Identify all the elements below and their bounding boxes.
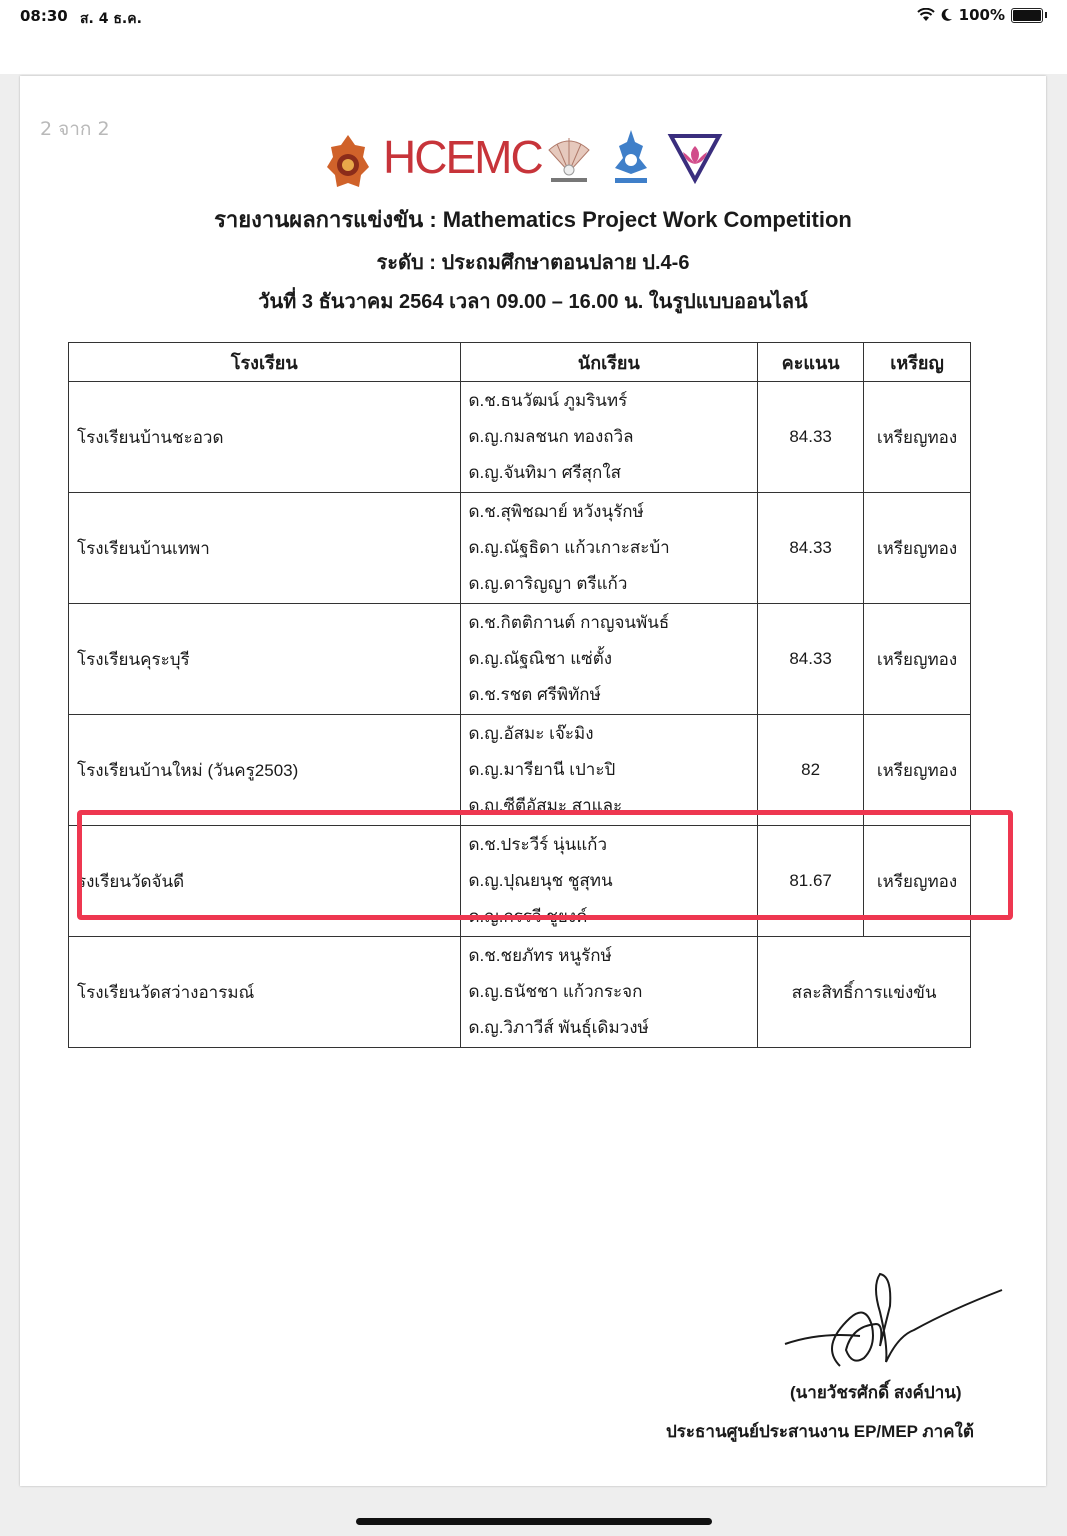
crest-emblem-icon xyxy=(609,128,653,192)
students-cell xyxy=(460,715,758,826)
hcemc-logo: HCEMC xyxy=(383,131,542,183)
signer-name: (นายวัชรศักดิ์ สงค์ปาน) xyxy=(790,1383,962,1402)
score-cell: 82 xyxy=(758,715,864,826)
battery-icon xyxy=(1011,8,1043,23)
student-name: ด.ช.ชยภัทร หนูรักษ์ xyxy=(468,946,612,965)
student-name: ด.ญ.มารียานี เปาะปิ xyxy=(468,760,616,779)
student-name: ด.ญ.กรรวี ชูยงค์ xyxy=(468,907,588,926)
battery-tip xyxy=(1045,12,1047,18)
student-name: ด.ช.กิตติกานต์ กาญจนพันธ์ xyxy=(468,613,670,632)
home-indicator[interactable] xyxy=(356,1518,712,1525)
status-indicators xyxy=(917,6,1047,24)
student-name: ด.ญ.อัสมะ เจ๊ะมิง xyxy=(468,724,594,743)
school-cell: โรงเรียนบ้านเทพา xyxy=(69,493,461,604)
student-name: ด.ช.ประวีร์ นุ่นแก้ว xyxy=(468,835,608,854)
competition-level: ระดับ : ประถมศึกษาตอนปลาย ป.4-6 xyxy=(376,252,690,274)
withdrawn-status-cell: สละสิทธิ์การแข่งขัน xyxy=(758,937,971,1048)
student-name: ด.ญ.กมลชนก ทองถวิล xyxy=(468,427,634,446)
student-name: ด.ญ.วิภาวีส์ พันธุ์เดิมวงษ์ xyxy=(468,1018,649,1037)
score-cell: 84.33 xyxy=(758,604,864,715)
student-name: ด.ช.สุพิชฌาย์ หวังนุรักษ์ xyxy=(468,502,644,521)
table-row xyxy=(69,604,971,715)
student-name: ด.ช.ธนวัฒน์ ภูมรินทร์ xyxy=(468,391,628,410)
status-bar xyxy=(0,0,1067,34)
medal-cell: เหรียญทอง xyxy=(864,604,971,715)
school-cell: โรงเรียนบ้านชะอวด xyxy=(69,382,461,493)
lotus-emblem-icon xyxy=(665,132,725,188)
status-time: 08:30 xyxy=(20,7,68,25)
table-row xyxy=(69,937,971,1048)
table-row xyxy=(69,715,971,826)
highlight-box xyxy=(77,810,1013,920)
score-cell: 84.33 xyxy=(758,493,864,604)
school-cell: โรงเรียนบ้านใหม่ (วันครู2503) xyxy=(69,715,461,826)
results-table xyxy=(68,342,971,1048)
students-cell xyxy=(460,382,758,493)
document-page xyxy=(20,76,1046,1486)
table-header-row xyxy=(69,343,971,382)
student-name: ด.ญ.จันทิมา ศรีสุกใส xyxy=(468,463,622,482)
medal-cell: เหรียญทอง xyxy=(864,382,971,493)
battery-percent: 100% xyxy=(958,6,1005,24)
viewer-toolbar xyxy=(0,34,1067,74)
student-name: ด.ญ.ณัฐธิดา แก้วเกาะสะบ้า xyxy=(468,538,670,557)
student-name: ด.ญ.ซีตีอัสมะ สาและ xyxy=(468,796,623,815)
header-medal: เหรียญ xyxy=(864,343,971,382)
document-title: รายงานผลการแข่งขัน : Mathematics Project Work Competition xyxy=(214,207,852,232)
signer-title: ประธานศูนย์ประสานงาน EP/MEP ภาคใต้ xyxy=(666,1422,974,1441)
score-cell: 84.33 xyxy=(758,382,864,493)
students-cell xyxy=(460,937,758,1048)
school-cell: รงเรียนวัดจันดี xyxy=(69,826,461,937)
student-name: ด.ญ.ดาริญญา ตรีแก้ว xyxy=(468,574,628,593)
students-cell xyxy=(460,604,758,715)
header-school: โรงเรียน xyxy=(69,343,461,382)
medal-cell: เหรียญทอง xyxy=(864,715,971,826)
student-name: ด.ช.รชต ศรีพิทักษ์ xyxy=(468,685,601,704)
table-row xyxy=(69,493,971,604)
signature-mark xyxy=(780,1266,1010,1376)
student-name: ด.ญ.ธนัชชา แก้วกระจก xyxy=(468,982,643,1001)
school-cell: โรงเรียนวัดสว่างอารมณ์ xyxy=(69,937,461,1048)
student-name: ด.ญ.ณัฐณิชา แซ่ตั้ง xyxy=(468,649,613,668)
shell-emblem-icon xyxy=(543,132,595,188)
header-students: นักเรียน xyxy=(460,343,758,382)
students-cell xyxy=(460,493,758,604)
status-date: ส. 4 ธ.ค. xyxy=(80,11,142,27)
score-cell: 81.67 xyxy=(758,826,864,937)
ministry-emblem-icon xyxy=(325,133,371,193)
student-name: ด.ญ.ปุณยนุช ชูสุทน xyxy=(468,871,613,890)
moon-icon xyxy=(941,8,953,22)
school-cell: โรงเรียนคุระบุรี xyxy=(69,604,461,715)
medal-cell: เหรียญทอง xyxy=(864,493,971,604)
competition-date: วันที่ 3 ธันวาคม 2564 เวลา 09.00 – 16.00 น. ในรูปแบบออนไลน์ xyxy=(258,291,808,313)
logo-strip xyxy=(325,128,745,198)
table-row xyxy=(69,382,971,493)
medal-cell: เหรียญทอง xyxy=(864,826,971,937)
header-score: คะแนน xyxy=(758,343,864,382)
wifi-icon xyxy=(917,8,935,22)
page-counter: 2 จาก 2 xyxy=(40,118,110,140)
